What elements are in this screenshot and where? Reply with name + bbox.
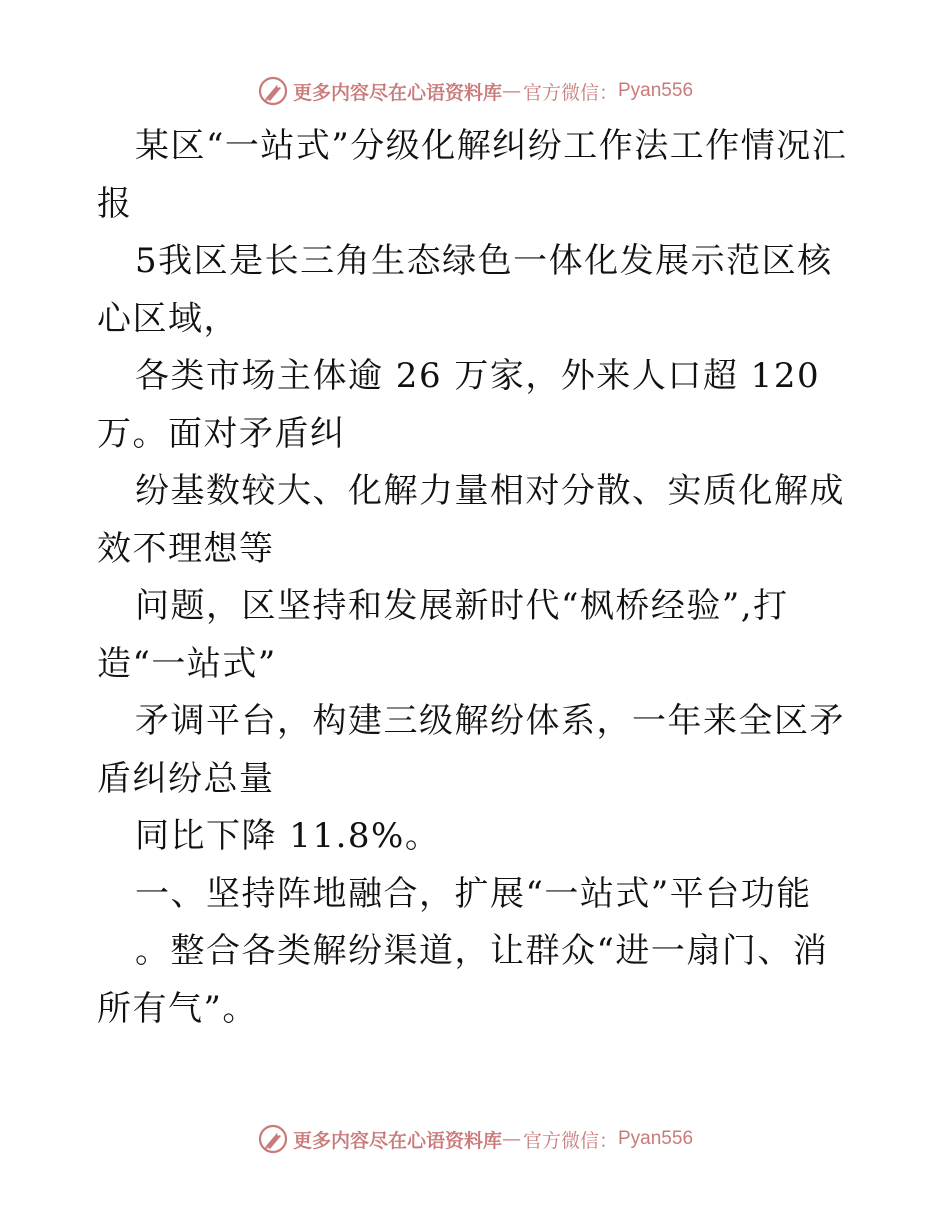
pen-nib-logo-icon bbox=[257, 75, 289, 107]
footer-banner bbox=[0, 1122, 950, 1156]
banner-brand: 更多内容尽在心语资料库 bbox=[292, 81, 502, 104]
paragraph: 各类市场主体逾 26 万家，外来人口超 120 万。面对矛盾纠 bbox=[97, 356, 821, 454]
banner-separator: — bbox=[501, 80, 521, 102]
header-banner bbox=[0, 74, 950, 108]
paragraph: 。整合各类解纷渠道，让群众“进一扇门、消所有气”。 bbox=[97, 931, 829, 1029]
pen-nib-logo-icon bbox=[257, 1123, 289, 1155]
paragraph: 同比下降 11.8%。 bbox=[135, 816, 441, 856]
paragraph: 纷基数较大、化解力量相对分散、实质化解成效不理想等 bbox=[97, 471, 845, 569]
banner-wechat-label: 官方微信： bbox=[522, 1129, 618, 1152]
paragraph: 矛调平台，构建三级解纷体系，一年来全区矛盾纠纷总量 bbox=[97, 701, 845, 799]
section-heading: 一、坚持阵地融合，扩展“一站式”平台功能 bbox=[135, 873, 812, 914]
banner-brand: 更多内容尽在心语资料库 bbox=[292, 1129, 502, 1152]
banner-wechat-label: 官方微信： bbox=[522, 81, 618, 104]
paragraph: 问题，区坚持和发展新时代“枫桥经验”,打造“一站式” bbox=[97, 586, 789, 684]
banner-wechat-id: Pyan556 bbox=[618, 1128, 694, 1149]
banner-separator: — bbox=[501, 1128, 521, 1150]
document-body bbox=[97, 118, 857, 1038]
paragraph: 5我区是长三角生态绿色一体化发展示范区核心区域， bbox=[97, 241, 833, 339]
banner-wechat-id: Pyan556 bbox=[618, 80, 694, 101]
document-title: 某区“一站式”分级化解纠纷工作法工作情况汇报 bbox=[97, 126, 848, 224]
